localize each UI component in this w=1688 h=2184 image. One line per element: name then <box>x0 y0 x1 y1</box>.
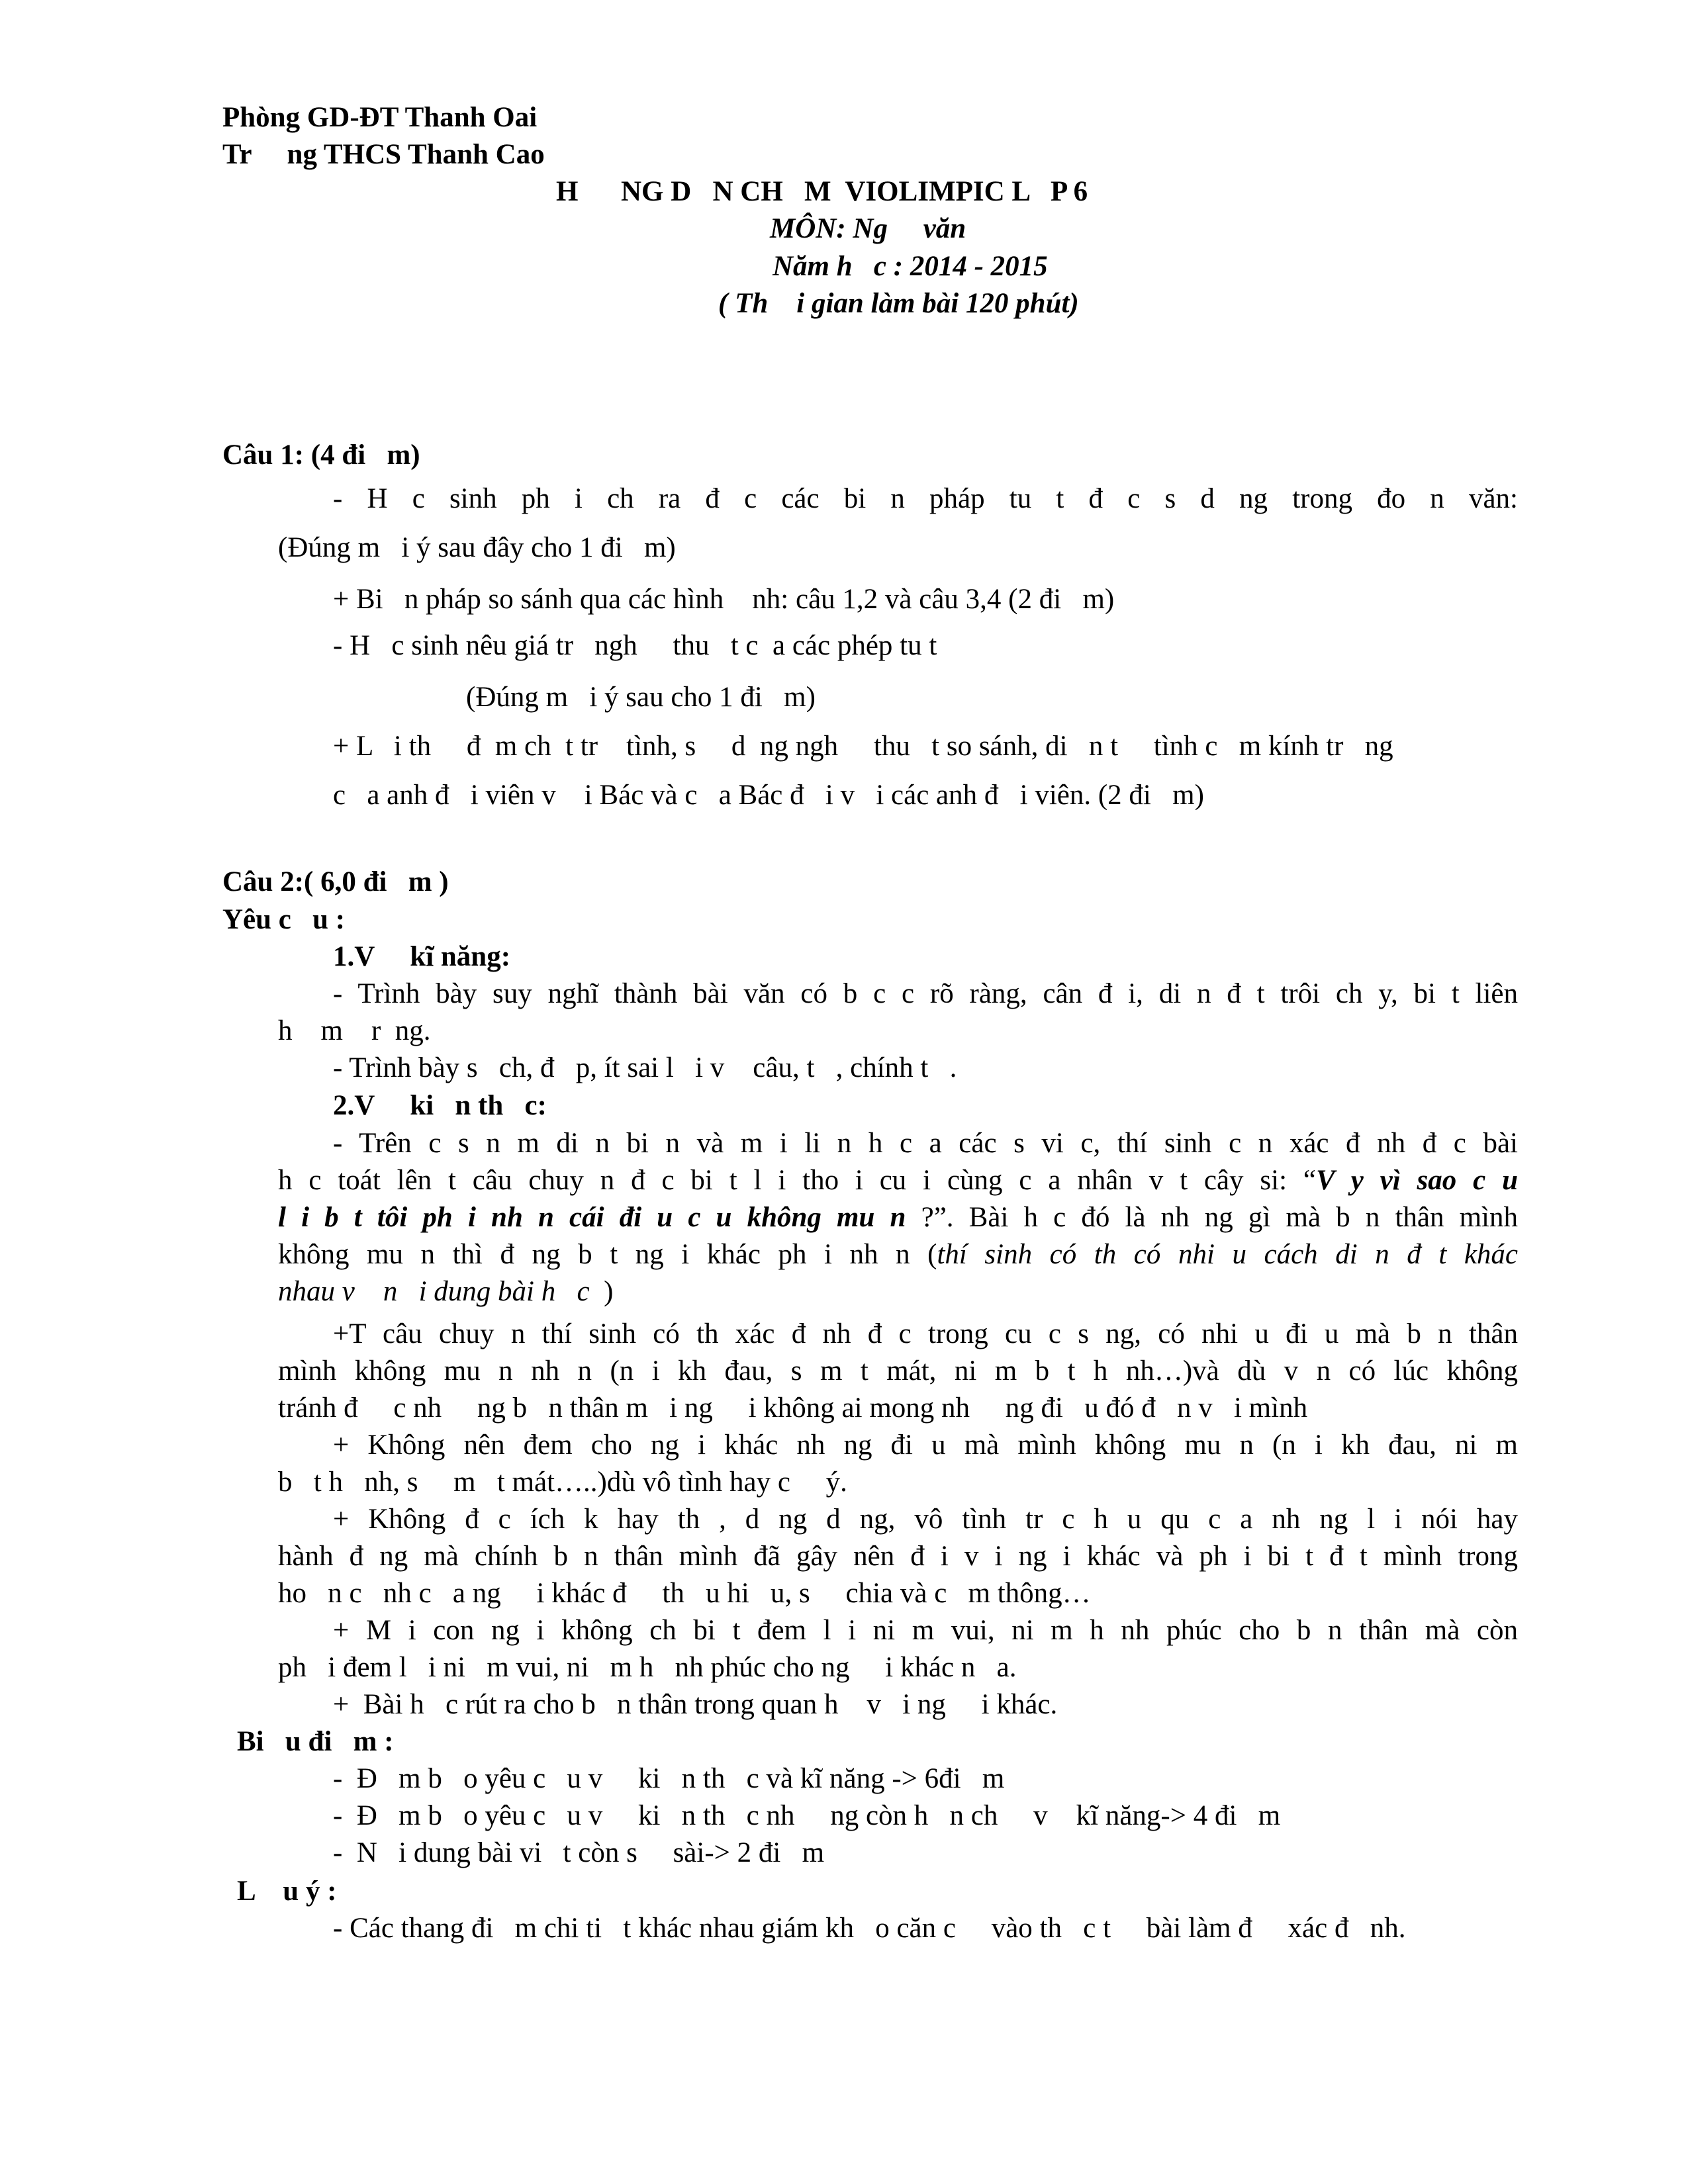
knowledge-line-4-note: thí sinh có th có nhi u cách di n đ t khác <box>937 1239 1519 1270</box>
knowledge-line-2 <box>278 1163 1518 1198</box>
q1-line-6: + L i th đ m ch t tr tình, s d ng ngh thu t so sánh, di n t tình c m kính tr ng <box>333 731 1393 762</box>
knowledge-quote-start: V y vì sao c u <box>1315 1165 1518 1196</box>
point-5-line: + Bài h c rút ra cho b n thân trong quan h v i ng i khác. <box>333 1689 1058 1720</box>
knowledge-line-2-text: h c toát lên t câu chuy n đ c bi t l i tho i cu i cùng c a nhân v t cây si: “ <box>278 1165 1316 1196</box>
point-1-line-1: +T câu chuy n thí sinh có th xác đ nh đ c trong cu c s ng, có nhi u đi u mà b n thân <box>333 1318 1518 1349</box>
subject-line: MÔN: Ng văn <box>770 213 966 244</box>
note-line-1: - Các thang đi m chi ti t khác nhau giám kh o căn c vào th c t bài làm đ xác đ nh. <box>333 1913 1406 1944</box>
school-year: Năm h c : 2014 - 2015 <box>773 251 1048 282</box>
knowledge-line-4 <box>278 1238 1518 1272</box>
knowledge-line-5-text: ) <box>589 1276 614 1307</box>
q1-line-1: - H c sinh ph i ch ra đ c các bi n pháp tu t đ c s d ng trong đo n văn: <box>333 483 1518 514</box>
scoring-heading: Bi u đi m : <box>237 1726 394 1757</box>
point-3-line-2: hành đ ng mà chính b n thân mình đã gây nên đ i v i ng i khác và ph i bi t đ t mình trong <box>278 1541 1518 1572</box>
q1-line-7: c a anh đ i viên v i Bác và c a Bác đ i v i các anh đ i viên. (2 đi m) <box>333 780 1204 811</box>
knowledge-line-3 <box>278 1201 1518 1235</box>
school-name: Tr ng THCS Thanh Cao <box>222 139 545 170</box>
skills-line-2: h m r ng. <box>278 1015 431 1046</box>
question-2-heading: Câu 2:( 6,0 đi m ) <box>222 866 449 897</box>
document-title: H NG D N CH M VIOLIMPIC L P 6 <box>556 176 1088 207</box>
knowledge-line-5-note: nhau v n i dung bài h c <box>278 1276 590 1307</box>
q1-line-3: + Bi n pháp so sánh qua các hình nh: câu 1,2 và câu 3,4 (2 đi m) <box>333 584 1115 615</box>
q1-line-5: (Đúng m i ý sau cho 1 đi m) <box>466 682 816 713</box>
question-1-heading: Câu 1: (4 đi m) <box>222 439 420 471</box>
knowledge-quote-end: l i b t tôi ph i nh n cái đi u c u không mu n <box>278 1202 906 1233</box>
point-2-line-1: + Không nên đem cho ng i khác nh ng đi u mà mình không mu n (n i kh đau, ni m <box>333 1430 1518 1461</box>
point-4-line-2: ph i đem l i ni m vui, ni m h nh phúc cho ng i khác n a. <box>278 1652 1017 1683</box>
skills-line-1: - Trình bày suy nghĩ thành bài văn có b c c rõ ràng, cân đ i, di n đ t trôi ch y, bi t liên <box>333 978 1518 1009</box>
skills-heading: 1.V kĩ năng: <box>333 941 511 972</box>
note-heading: L u ý : <box>237 1876 337 1907</box>
knowledge-line-3-text: ?”. Bài h c đó là nh ng gì mà b n thân mình <box>906 1202 1519 1233</box>
point-3-line-3: ho n c nh c a ng i khác đ th u hi u, s chia và c m thông… <box>278 1578 1091 1609</box>
point-1-line-3: tránh đ c nh ng b n thân m i ng i không ai mong nh ng đi u đó đ n v i mình <box>278 1392 1308 1424</box>
knowledge-line-4-text: không mu n thì đ ng b t ng i khác ph i nh n ( <box>278 1239 937 1270</box>
knowledge-line-1: - Trên c s n m di n bi n và m i li n h c a các s vi c, thí sinh c n xác đ nh đ c bài <box>333 1128 1518 1159</box>
point-2-line-2: b t h nh, s m t mát…..)dù vô tình hay c ý. <box>278 1467 847 1498</box>
scoring-row-3: - N i dung bài vi t còn s sài-> 2 đi m <box>333 1837 825 1868</box>
knowledge-line-5 <box>278 1275 613 1309</box>
scoring-row-1: - Đ m b o yêu c u v ki n th c và kĩ năng -> 6đi m <box>333 1763 1005 1794</box>
point-4-line-1: + M i con ng i không ch bi t đem l i ni m vui, ni m h nh phúc cho b n thân mà còn <box>333 1615 1518 1646</box>
point-1-line-2: mình không mu n nh n (n i kh đau, s m t mát, ni m b t h nh…)và dù v n có lúc không <box>278 1355 1518 1387</box>
knowledge-heading: 2.V ki n th c: <box>333 1090 547 1121</box>
point-3-line-1: + Không đ c ích k hay th , d ng d ng, vô tình tr c h u qu c a nh ng l i nói hay <box>333 1504 1518 1535</box>
q1-line-2: (Đúng m i ý sau đây cho 1 đi m) <box>278 532 676 563</box>
scoring-row-2: - Đ m b o yêu c u v ki n th c nh ng còn h n ch v kĩ năng-> 4 đi m <box>333 1800 1281 1831</box>
exam-duration: ( Th i gian làm bài 120 phút) <box>718 288 1079 319</box>
requirements-heading: Yêu c u : <box>222 904 346 935</box>
department-name: Phòng GD-ĐT Thanh Oai <box>222 102 538 133</box>
skills-line-3: - Trình bày s ch, đ p, ít sai l i v câu, t , chính t . <box>333 1052 957 1083</box>
q1-line-4: - H c sinh nêu giá tr ngh thu t c a các phép tu t <box>333 630 937 661</box>
